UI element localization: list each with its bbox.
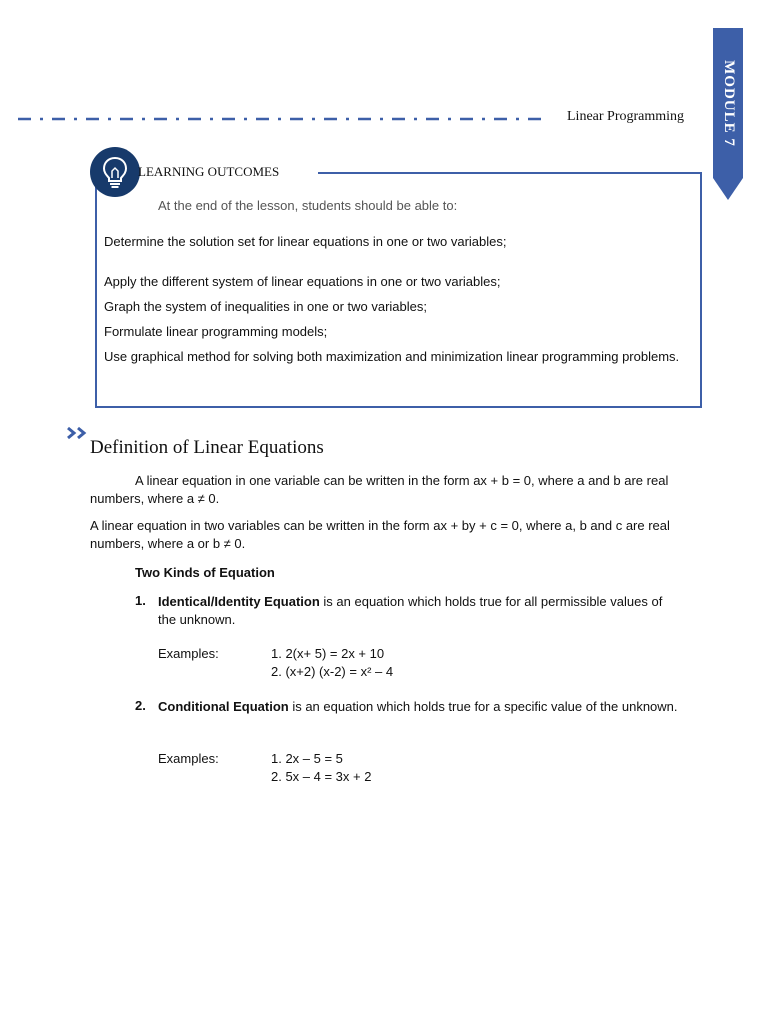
outcome-item: Graph the system of inequalities in one or two variables;: [104, 299, 428, 314]
example-item: 1. 2x – 5 = 5: [271, 751, 343, 766]
kind-description: is an equation which holds true for a specific value of the unknown.: [288, 699, 678, 714]
kind-definition: [158, 593, 678, 629]
kind-term: Conditional Equation: [158, 699, 289, 714]
outcome-item: Formulate linear programming models;: [104, 324, 328, 339]
module-text: MODULE 7: [720, 59, 737, 147]
kind-term: Identical/Identity Equation: [158, 594, 320, 609]
outcome-item: Use graphical method for solving both maximization and minimization linear programming problems.: [104, 349, 680, 364]
outcome-item: Apply the different system of linear equations in one or two variables;: [104, 274, 501, 289]
kinds-heading: Two Kinds of Equation: [135, 565, 275, 580]
kind-definition: [158, 698, 678, 716]
definition-paragraph: A linear equation in two variables can be written in the form ax + by + c = 0, where a, b and c are real numbers, where a or b ≠ 0.: [90, 518, 670, 551]
kind-description: is an equation which holds true for all permissible values of the unknown.: [158, 594, 663, 627]
header-title: Linear Programming: [567, 109, 685, 124]
example-item: 2. 5x – 4 = 3x + 2: [271, 769, 372, 784]
example-item: 2. (x+2) (x-2) = x² – 4: [271, 664, 394, 679]
list-number: 1.: [135, 593, 146, 608]
examples-label: Examples:: [158, 646, 219, 661]
learning-outcomes-heading: LEARNING OUTCOMES: [138, 164, 280, 179]
learning-outcomes-top-rule: [318, 172, 702, 174]
lightbulb-icon: [90, 147, 140, 197]
examples-label: Examples:: [158, 751, 219, 766]
header-dash-line: [18, 113, 543, 125]
double-chevron-right-icon: [66, 426, 92, 440]
outcome-item: Determine the solution set for linear equations in one or two variables;: [104, 234, 507, 249]
section-title: Definition of Linear Equations: [90, 437, 324, 458]
example-item: 1. 2(x+ 5) = 2x + 10: [271, 646, 385, 661]
module-label: [713, 38, 743, 168]
learning-outcomes-intro: At the end of the lesson, students should be able to:: [158, 198, 458, 213]
lightbulb-badge: [90, 147, 140, 197]
definition-paragraph: A linear equation in one variable can be written in the form ax + b = 0, where a and b are real numbers, where a ≠ 0.: [90, 473, 669, 506]
list-number: 2.: [135, 698, 146, 713]
